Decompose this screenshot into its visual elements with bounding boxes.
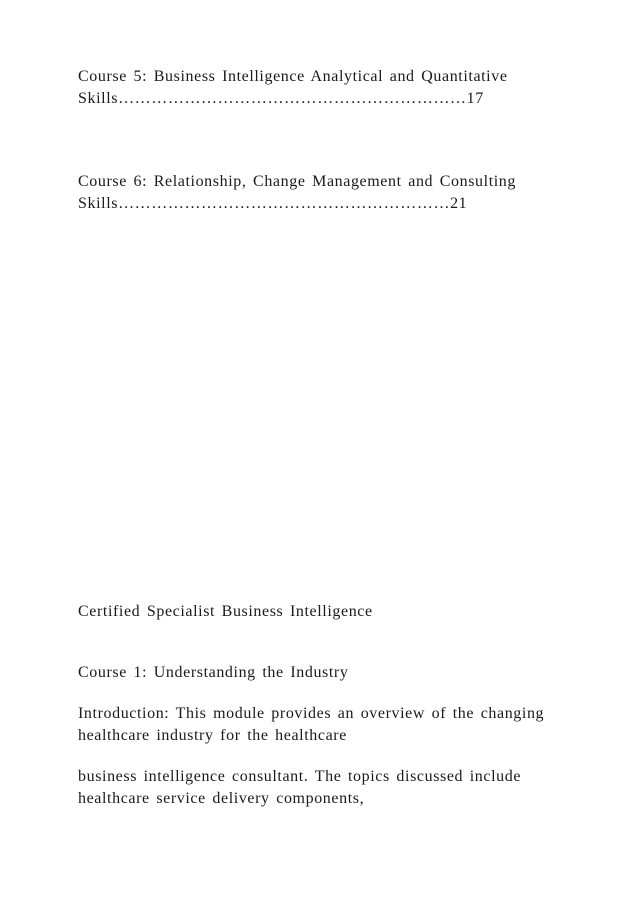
course-title: Course 1: Understanding the Industry [78, 664, 349, 681]
toc-entry-course-6[interactable] [78, 171, 578, 215]
toc-leader: ……………………………………………………… [118, 90, 467, 107]
document-heading: Certified Specialist Business Intelligence [78, 603, 373, 620]
text-line: healthcare industry for the healthcare [78, 727, 347, 744]
toc-entry-course-5[interactable] [78, 66, 578, 110]
text-line: healthcare service delivery components, [78, 790, 365, 807]
paragraph-introduction [78, 703, 578, 747]
toc-leader: …………………………………………………… [118, 195, 451, 212]
toc-continuation: Skills [78, 195, 119, 212]
toc-title: Course 5: Business Intelligence Analytical and Quantitative [78, 68, 508, 85]
text-line: Introduction: This module provides an overview of the changing [78, 705, 545, 722]
toc-page-number: 17 [466, 90, 484, 107]
toc-continuation: Skills [78, 90, 119, 107]
toc-page-number: 21 [450, 195, 468, 212]
text-line: business intelligence consultant. The topics discussed include [78, 768, 522, 785]
paragraph-topics [78, 766, 578, 810]
toc-leader-line [78, 88, 578, 110]
toc-title: Course 6: Relationship, Change Management and Consulting [78, 173, 516, 190]
toc-leader-line [78, 193, 578, 215]
